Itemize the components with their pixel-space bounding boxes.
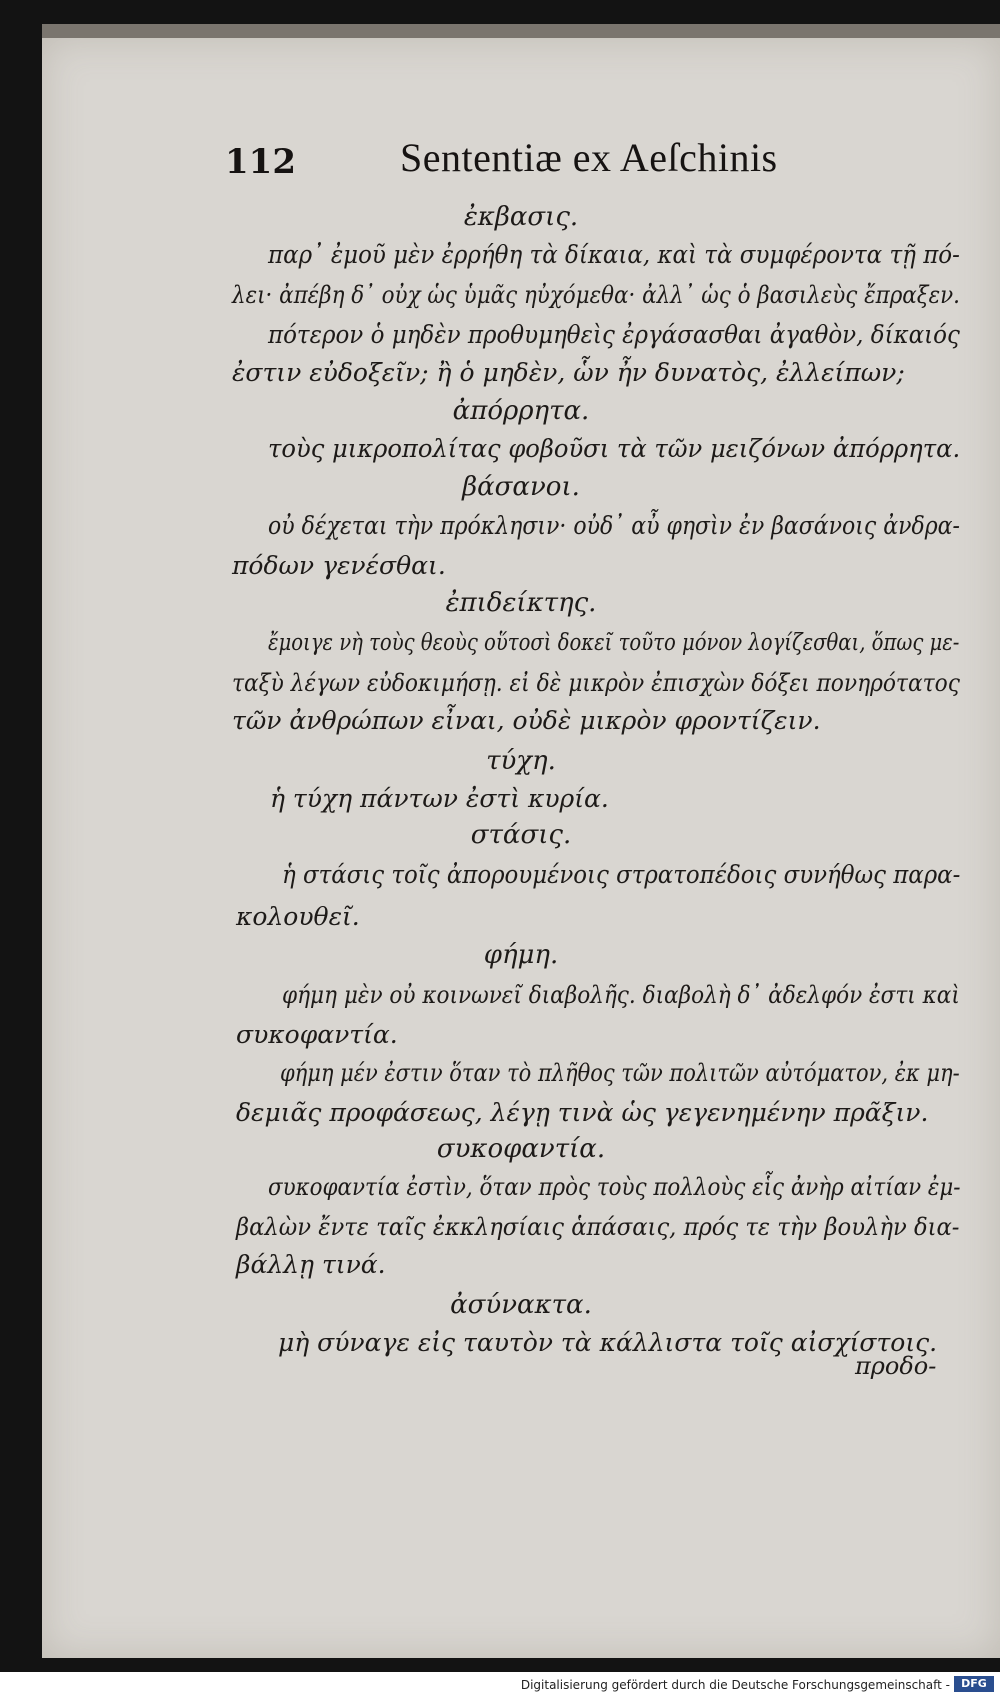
page-edge xyxy=(42,24,1000,38)
text-line: συκοφαντία. xyxy=(236,1020,398,1049)
text-line: ἐστιν εὐδοξεῖν; ἢ ὁ μηδὲν, ὧν ἦν δυνατὸς, ἐλλείπων; xyxy=(232,358,905,387)
text-line: βάλλῃ τινά. xyxy=(236,1250,386,1279)
section-heading: συκοφαντία. xyxy=(436,1134,606,1164)
section-heading: ἐπιδείκτης. xyxy=(445,588,597,618)
text-line: ἡ στάσις τοῖς ἀπορουμένοις στρατοπέδοις συνήθως παρα- xyxy=(282,860,961,889)
text-line: φήμη μὲν οὐ κοινωνεῖ διαβολῆς. διαβολὴ δ᾽ ἀδελφόν ἐστι καὶ xyxy=(282,981,960,1009)
text-line: τοὺς μικροπολίτας φοβοῦσι τὰ τῶν μειζόνων ἀπόρρητα. xyxy=(268,434,961,463)
text-line: τῶν ἀνθρώπων εἶναι, οὐδὲ μικρὸν φροντίζειν. xyxy=(232,706,821,735)
section-heading: ἀπόρρητα. xyxy=(452,396,590,426)
text-line: λει· ἀπέβη δ᾽ οὐχ ὡς ὑμᾶς ηὐχόμεθα· ἀλλ᾽ ὡς ὁ βασιλεὺς ἔπραξεν. xyxy=(232,281,960,309)
section-heading: βάσανοι. xyxy=(462,472,580,502)
text-line: ἡ τύχη πάντων ἐστὶ κυρία. xyxy=(270,784,609,813)
section-heading: στάσις. xyxy=(470,820,572,850)
text-line: συκοφαντία ἐστὶν, ὅταν πρὸς τοὺς πολλοὺς εἷς ἀνὴρ αἰτίαν ἐμ- xyxy=(268,1173,961,1201)
text-line: πόδων γενέσθαι. xyxy=(232,551,446,580)
catchword: προδο- xyxy=(855,1352,937,1380)
section-heading: φήμη. xyxy=(483,940,559,970)
text-line: φήμη μέν ἐστιν ὅταν τὸ πλῆθος τῶν πολιτῶν αὐτόματον, ἐκ μη- xyxy=(280,1059,960,1087)
page-number: 112 xyxy=(225,142,296,182)
text-line: ἔμοιγε νὴ τοὺς θεοὺς οὕτοσὶ δοκεῖ τοῦτο μόνον λογίζεσθαι, ὅπως με- xyxy=(268,630,960,656)
section-heading: τύχη. xyxy=(486,746,556,776)
text-line: μὴ σύναγε εἰς ταυτὸν τὰ κάλλιστα τοῖς αἰσχίστοις. xyxy=(278,1328,938,1357)
text-line: βαλὼν ἔντε ταῖς ἐκκλησίαις ἁπάσαις, πρός τε τὴν βουλὴν δια- xyxy=(236,1213,960,1241)
text-line: κολουθεῖ. xyxy=(236,902,360,931)
text-line: δεμιᾶς προφάσεως, λέγῃ τινὰ ὡς γεγενημένην πρᾶξιν. xyxy=(236,1098,929,1127)
text-line: παρ᾽ ἐμοῦ μὲν ἐρρήθη τὰ δίκαια, καὶ τὰ συμφέροντα τῇ πό- xyxy=(268,240,960,269)
running-title: Sententiæ ex Aeſchinis xyxy=(400,135,778,180)
text-line: ταξὺ λέγων εὐδοκιμήσῃ. εἰ δὲ μικρὸν ἐπισχὼν δόξει πονηρότατος xyxy=(232,669,960,697)
text-line: οὐ δέχεται τὴν πρόκλησιν· οὐδ᾽ αὖ φησὶν ἐν βασάνοις ἀνδρα- xyxy=(268,511,960,540)
dfg-logo-icon: DFG xyxy=(954,1676,994,1692)
text-line: πότερον ὁ μηδὲν προθυμηθεὶς ἐργάσασθαι ἀγαθὸν, δίκαιός xyxy=(268,320,960,349)
section-heading: ἀσύνακτα. xyxy=(450,1290,592,1320)
digitization-credit: Digitalisierung gefördert durch die Deutsche Forschungsgemeinschaft - xyxy=(520,1678,950,1692)
section-heading: ἐκβασις. xyxy=(463,202,579,232)
